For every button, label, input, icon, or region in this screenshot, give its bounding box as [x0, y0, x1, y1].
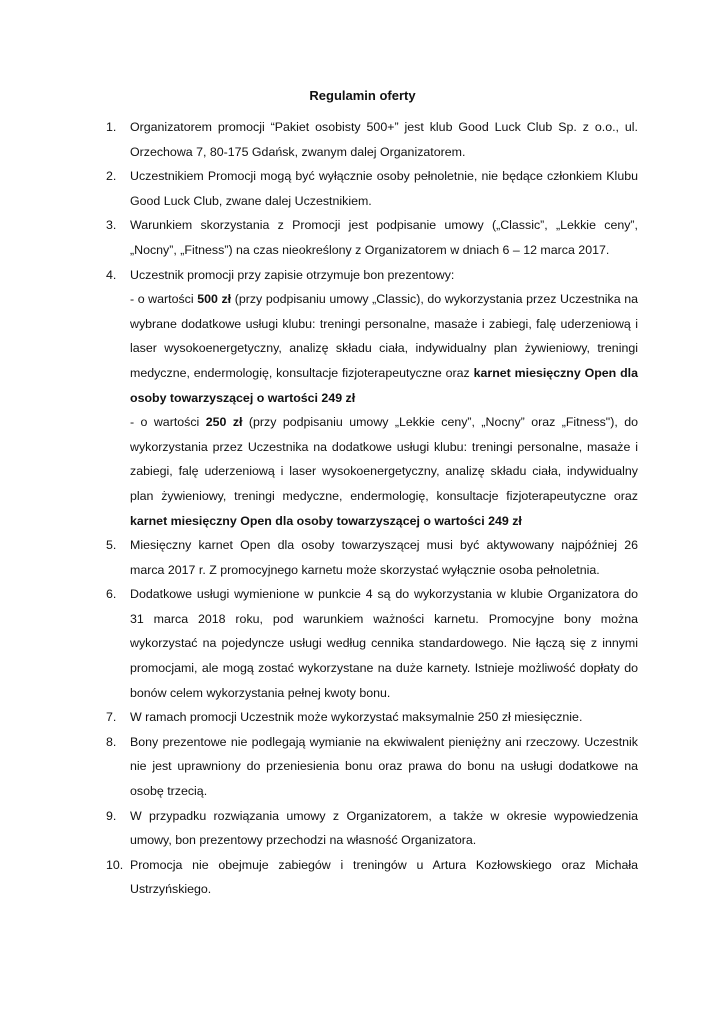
list-item [0, 263, 725, 534]
item-text: Warunkiem skorzystania z Promocji jest podpisanie umowy („Classic”, „Lekkie ceny”, „Nocny”, „Fitness”) na czas nieokreślony z Organizatorem w dniach 6 – 12 marca 2017. [130, 218, 638, 257]
item-text: Dodatkowe usługi wymienione w punkcie 4 są do wykorzystania w klubie Organizatora do 31 marca 2018 roku, pod warunkiem ważności karnetu. Promocyjne bony można wykorzystać na pojedyncze usługi według cennika standardowego. Nie łączą się z innymi promocjami, ale mogą zostać wykorzystane na duże karnety. Istnieje możliwość dopłaty do bonów celem wykorzystania pełnej kwoty bonu. [130, 587, 638, 700]
item-text: Bony prezentowe nie podlegają wymianie na ekwiwalent pieniężny ani rzeczowy. Uczestnik nie jest uprawniony do przeniesienia bonu oraz prawa do bonu na usługi dodatkowe na osobę trzecią. [130, 734, 638, 799]
item-number: 10. [106, 857, 124, 872]
clause-prefix: - o wartości [130, 292, 198, 307]
item-number: 8. [106, 734, 117, 749]
list-item [0, 853, 725, 902]
item-text: W przypadku rozwiązania umowy z Organizatorem, a także w okresie wypowiedzenia umowy, bon prezentowy przechodzi na własność Organizatora. [130, 808, 638, 848]
item-intro: Uczestnik promocji przy zapisie otrzymuje bon prezentowy: [130, 267, 455, 282]
voucher-500-clause [130, 287, 638, 410]
voucher-amount: 250 zł [205, 415, 243, 430]
item-number: 9. [106, 808, 117, 823]
item-text [130, 263, 638, 534]
list-item [0, 533, 725, 582]
item-number: 5. [106, 538, 117, 553]
item-number: 3. [106, 218, 117, 233]
companion-pass-text: karnet miesięczny Open dla osoby towarzyszącej o wartości 249 zł [130, 513, 522, 528]
voucher-250-clause [130, 410, 638, 533]
companion-pass-text: karnet miesięczny Open dla osoby towarzyszącej o wartości 249 zł [130, 365, 638, 405]
item-number: 2. [106, 169, 117, 184]
document-title: Regulamin oferty [309, 88, 416, 103]
item-number: 1. [106, 120, 117, 134]
clause-body: (przy podpisaniu umowy „Lekkie ceny”, „Nocny” oraz „Fitness"), do wykorzystania przez Uczestnika na dodatkowe usługi klubu: treningi personalne, masaże i zabiegi, falę uderzeniową i laser wysokoenergetyczny, analizę składu ciała, indywidualny plan żywieniowy, treningi medyczne, endermologię, konsultacje fizjoterapeutyczne oraz [130, 415, 638, 503]
item-text: W ramach promocji Uczestnik może wykorzystać maksymalnie 250 zł miesięcznie. [130, 710, 583, 725]
voucher-amount: 500 zł [197, 292, 232, 307]
item-number: 6. [106, 587, 117, 602]
clause-prefix: - o wartości [130, 415, 206, 430]
item-number: 4. [106, 267, 117, 282]
item-text: Organizatorem promocji “Pakiet osobisty 500+” jest klub Good Luck Club Sp. z o.o., ul. Orzechowa 7, 80-175 Gdańsk, zwanym dalej Organizatorem. [130, 120, 638, 159]
item-text: Promocja nie obejmuje zabiegów i treningów u Artura Kozłowskiego oraz Michała Ustrzyńskiego. [130, 857, 638, 897]
list-item [0, 213, 725, 262]
regulations-list [0, 115, 725, 902]
list-item [0, 705, 725, 730]
item-text: Miesięczny karnet Open dla osoby towarzyszącej musi być aktywowany najpóźniej 26 marca 2017 r. Z promocyjnego karnetu może skorzystać wyłącznie osoba pełnoletnia. [130, 538, 638, 577]
clause-body: (przy podpisaniu umowy „Classic), do wykorzystania przez Uczestnika na wybrane dodatkowe usługi klubu: treningi personalne, masaże i zabiegi, falę uderzeniową i laser wysokoenergetyczny, analizę składu ciała, indywidualny plan żywieniowy, treningi medyczne, endermologię, konsultacje fizjoterapeutyczne oraz [130, 292, 638, 380]
list-item [0, 804, 725, 853]
list-item [0, 582, 725, 705]
list-item [0, 730, 725, 804]
item-number: 7. [106, 710, 117, 725]
item-text: Uczestnikiem Promocji mogą być wyłącznie osoby pełnoletnie, nie będące członkiem Klubu Good Luck Club, zwane dalej Uczestnikiem. [130, 169, 638, 208]
list-item [0, 164, 725, 213]
list-item [0, 115, 725, 164]
